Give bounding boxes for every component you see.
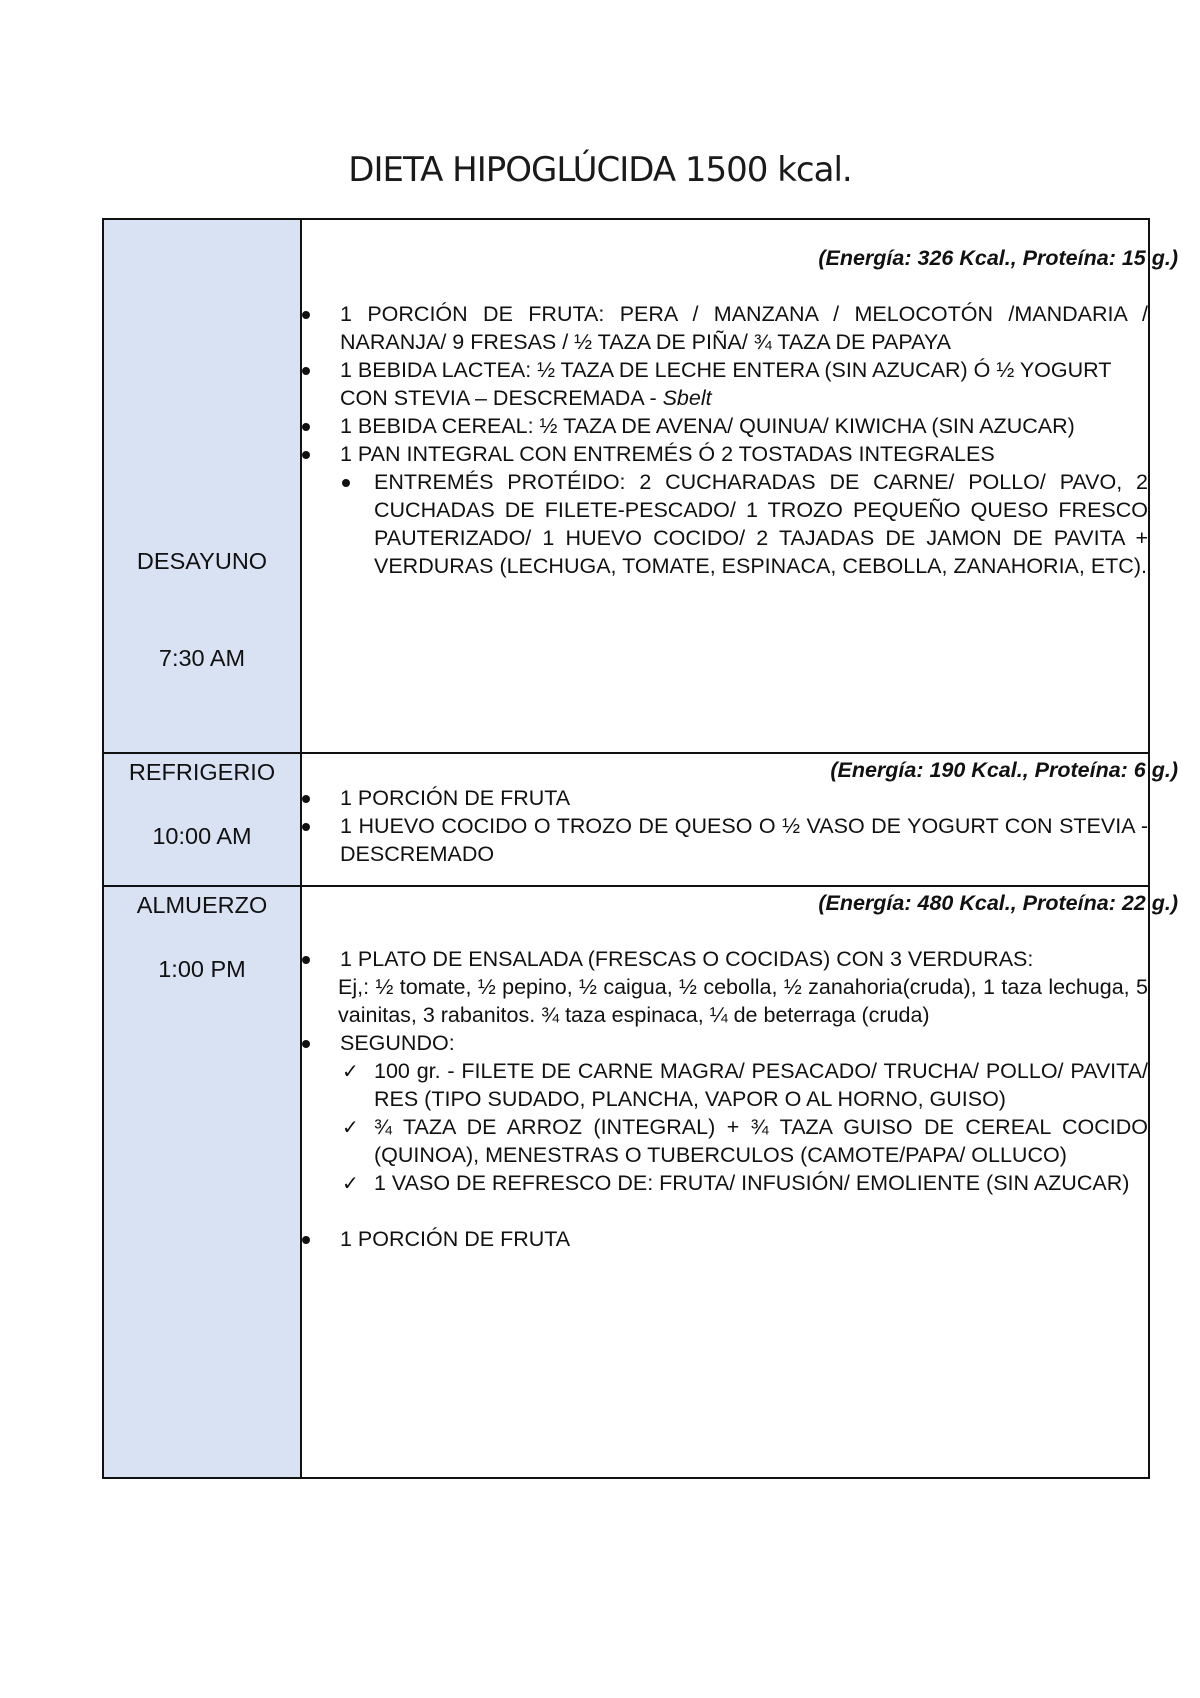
list-item: 1 PLATO DE ENSALADA (FRESCAS O COCIDAS) CON 3 VERDURAS:	[302, 945, 1148, 973]
bullet-icon	[302, 423, 310, 431]
meal-time-almuerzo: 1:00 PM	[158, 956, 246, 982]
list-item: ENTREMÉS PROTÉIDO: 2 CUCHARADAS DE CARNE/ POLLO/ PAVO, 2 CUCHADAS DE FILETE-PESCADO/ 1 TROZO PEQUEÑO QUESO FRESCO PAUTERIZADO/ 1 HUEVO COCIDO/ 2 TAJADAS DE JAMON DE PAVITA + VERDURAS (LECHUGA, TOMATE, ESPINACA, CEBOLLA, ZANAHORIA, ETC).	[342, 468, 1148, 580]
energy-almuerzo: (Energía: 480 Kcal., Proteína: 22 g.)	[818, 891, 1178, 915]
bullet-icon	[302, 1040, 310, 1048]
list-almuerzo-fruta	[302, 1225, 1148, 1253]
meal-name-almuerzo: ALMUERZO	[136, 892, 268, 918]
bullet-icon	[302, 795, 310, 803]
list-item: 1 HUEVO COCIDO O TROZO DE QUESO O ½ VASO DE YOGURT CON STEVIA - DESCREMADO	[302, 812, 1148, 868]
checkmark-icon: ✓	[342, 1115, 359, 1139]
salad-example: Ej,: ½ tomate, ½ pepino, ½ caigua, ½ cebolla, ½ zanahoria(cruda), 1 taza lechuga, 5 vainitas, 3 rabanitos. ¾ taza espinaca, ¼ de beterraga (cruda)	[338, 975, 1148, 1027]
list-refrigerio	[302, 784, 1148, 868]
list-item: ✓ 100 gr. - FILETE DE CARNE MAGRA/ PESACADO/ TRUCHA/ POLLO/ PAVITA/ RES (TIPO SUDADO, PLANCHA, VAPOR O AL HORNO, GUISO)	[342, 1059, 1148, 1111]
list-desayuno	[302, 300, 1148, 468]
meal-name-refrigerio: REFRIGERIO	[128, 759, 276, 785]
meal-cell-refrigerio	[103, 753, 301, 886]
list-almuerzo-segundo	[302, 1029, 1148, 1057]
sublist-desayuno	[342, 468, 1148, 580]
content-cell-almuerzo	[301, 886, 1178, 1478]
list-item: 1 BEBIDA CEREAL: ½ TAZA DE AVENA/ QUINUA/ KIWICHA (SIN AZUCAR)	[302, 412, 1148, 440]
bullet-icon	[342, 479, 350, 487]
checkmark-icon: ✓	[342, 1059, 359, 1083]
bullet-icon	[302, 1236, 310, 1244]
bullet-icon	[302, 956, 310, 964]
bullet-icon	[302, 367, 310, 375]
bullet-icon	[302, 311, 310, 319]
meal-time-desayuno: 7:30 AM	[158, 645, 246, 671]
list-item: SEGUNDO:	[302, 1029, 1148, 1057]
list-item: 1 PORCIÓN DE FRUTA: PERA / MANZANA / MELOCOTÓN /MANDARIA / NARANJA/ 9 FRESAS / ½ TAZA DE PIÑA/ ¾ TAZA DE PAPAYA	[302, 300, 1148, 356]
list-almuerzo	[302, 945, 1148, 973]
table-row-almuerzo	[103, 886, 1149, 1478]
diet-table	[102, 218, 1178, 1479]
sublist-segundo	[342, 1057, 1148, 1197]
content-cell-refrigerio	[301, 753, 1178, 886]
table-row-desayuno	[103, 219, 1149, 753]
list-item: ✓ 1 VASO DE REFRESCO DE: FRUTA/ INFUSIÓN/ EMOLIENTE (SIN AZUCAR)	[342, 1171, 1130, 1195]
meal-cell-desayuno	[103, 219, 301, 753]
checkmark-icon: ✓	[342, 1171, 359, 1195]
meal-time-refrigerio: 10:00 AM	[152, 823, 252, 849]
list-item: 1 BEBIDA LACTEA: ½ TAZA DE LECHE ENTERA (SIN AZUCAR) Ó ½ YOGURT CON STEVIA – DESCREMADA - Sbelt	[302, 356, 1148, 412]
brand-name: Sbelt	[662, 386, 712, 410]
meal-cell-almuerzo	[103, 886, 301, 1478]
list-item: 1 PORCIÓN DE FRUTA	[302, 784, 1148, 812]
bullet-icon	[302, 451, 310, 459]
list-item: 1 PORCIÓN DE FRUTA	[302, 1225, 1148, 1253]
bullet-icon	[302, 823, 310, 831]
page-title: DIETA HIPOGLÚCIDA 1500 kcal.	[348, 150, 852, 190]
energy-desayuno: (Energía: 326 Kcal., Proteína: 15 g.)	[818, 246, 1178, 270]
list-item: 1 PAN INTEGRAL CON ENTREMÉS Ó 2 TOSTADAS INTEGRALES	[302, 440, 1148, 468]
energy-refrigerio: (Energía: 190 Kcal., Proteína: 6 g.)	[830, 758, 1178, 782]
meal-name-desayuno: DESAYUNO	[136, 548, 268, 574]
content-cell-desayuno	[301, 219, 1178, 753]
list-item: ✓ ¾ TAZA DE ARROZ (INTEGRAL) + ¾ TAZA GUISO DE CEREAL COCIDO (QUINOA), MENESTRAS O TUBERCULOS (CAMOTE/PAPA/ OLLUCO)	[342, 1115, 1148, 1167]
table-row-refrigerio	[103, 753, 1149, 886]
